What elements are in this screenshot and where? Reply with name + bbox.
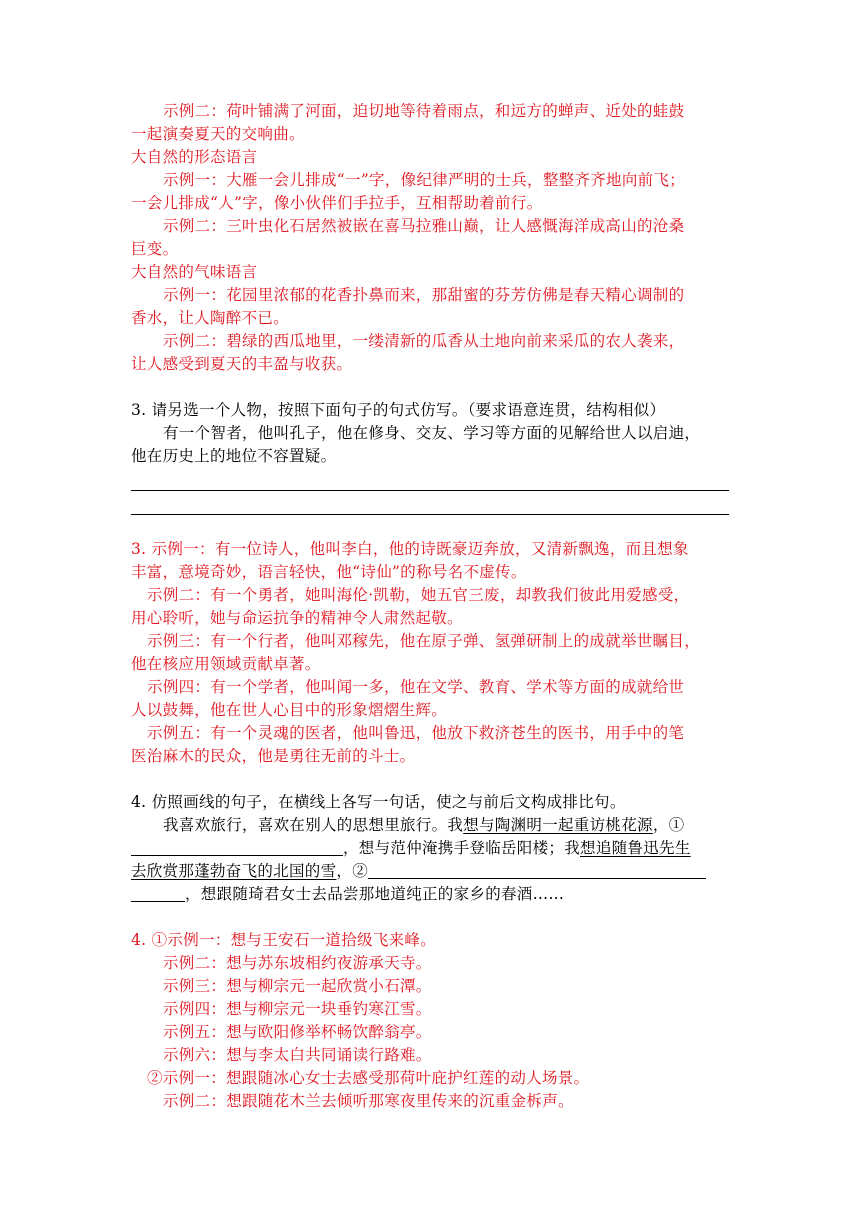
smell-heading: 大自然的气味语言	[131, 263, 258, 281]
question-4-text-a: 我喜欢旅行，喜欢在别人的思想里旅行。我	[163, 816, 464, 834]
question-4-line-2	[131, 837, 731, 860]
answer-4-part1-example-1: 4. ①示例一：想与王安石一道拾级飞来峰。	[131, 931, 437, 949]
answer-3-example-1-cont: 丰富，意境奇妙，语言轻快，他“诗仙”的称号名不虚传。	[131, 563, 527, 581]
question-3: 3. 请另选一个人物，按照下面句子的句式仿写。（要求语意连贯，结构相似）	[131, 401, 666, 419]
answer-4-part2-example-2: 示例二：想跟随花木兰去倾听那寒夜里传来的沉重金柝声。	[163, 1092, 574, 1110]
blank-2-cont[interactable]	[131, 885, 185, 902]
smell-example-1-cont: 香水，让人陶醉不已。	[131, 309, 290, 327]
blank-1[interactable]	[131, 839, 343, 856]
smell-example-1: 示例一：花园里浓郁的花香扑鼻而来，那甜蜜的芬芳仿佛是春天精心调制的	[163, 286, 685, 304]
question-4-text-c: ，想与范仲淹携手登临岳阳楼；我	[343, 839, 581, 857]
answer-4-part1-example-5: 示例五：想与欧阳修举杯畅饮醉翁亭。	[163, 1023, 432, 1041]
answer-3-example-1: 3. 示例一：有一位诗人，他叫李白，他的诗既豪迈奔放，又清新飘逸，而且想象	[131, 540, 689, 558]
underlined-sentence-1: 想与陶渊明一起重访桃花源	[463, 816, 653, 834]
answer-4-part1-example-2: 示例二：想与苏东坡相约夜游承天寺。	[163, 954, 432, 972]
question-3-prompt: 有一个智者，他叫孔子，他在修身、交友、学习等方面的见解给世人以启迪，	[163, 424, 701, 442]
document-page	[131, 100, 731, 1113]
answer-4-part1-example-4: 示例四：想与柳宗元一块垂钓寒江雪。	[163, 1000, 432, 1018]
answer-4-part1-example-3: 示例三：想与柳宗元一起欣赏小石潭。	[163, 977, 432, 995]
answer-3-example-3: 示例三：有一个行者，他叫邓稼先，他在原子弹、氢弹研制上的成就举世瞩目，	[147, 632, 701, 650]
answer-3-example-3-cont: 他在核应用领域贡献卓著。	[131, 655, 321, 673]
answer-line-2	[131, 491, 729, 515]
sound-example-2-cont: 一起演奏夏天的交响曲。	[131, 125, 305, 143]
form-example-1-cont: 一会儿排成“人”字，像小伙伴们手拉手，互相帮助着前行。	[131, 194, 543, 212]
question-3-prompt-cont: 他在历史上的地位不容置疑。	[131, 447, 337, 465]
form-example-2: 示例二：三叶虫化石居然被嵌在喜马拉雅山巅，让人感慨海洋成高山的沧桑	[163, 217, 685, 235]
form-heading: 大自然的形态语言	[131, 148, 258, 166]
answer-4-part2-example-1: ②示例一：想跟随冰心女士去感受那荷叶庇护红莲的动人场景。	[147, 1069, 590, 1087]
form-example-2-cont: 巨变。	[131, 240, 179, 258]
question-4-line-3	[131, 860, 731, 883]
question-4-text-d: ，②	[336, 862, 369, 880]
sound-example-2: 示例二：荷叶铺满了河面，迫切地等待着雨点，和远方的蝉声、近处的蛙鼓	[163, 102, 685, 120]
underlined-sentence-2-cont: 去欣赏那蓬勃奋飞的北国的雪	[131, 862, 337, 880]
question-4-text-b: ，①	[652, 816, 685, 834]
question-4-line-1	[131, 814, 731, 837]
question-4-text-e: ，想跟随琦君女士去品尝那地道纯正的家乡的春酒……	[185, 885, 565, 903]
answer-4-part1-example-6: 示例六：想与李太白共同诵读行路难。	[163, 1046, 432, 1064]
blank-2[interactable]	[368, 862, 706, 879]
answer-3-example-2-cont: 用心聆听，她与命运抗争的精神令人肃然起敬。	[131, 609, 463, 627]
answer-line-1	[131, 468, 729, 491]
answer-3-example-4-cont: 人以鼓舞，他在世人心目中的形象熠熠生辉。	[131, 701, 448, 719]
smell-example-2: 示例二：碧绿的西瓜地里，一缕清新的瓜香从土地向前来采瓜的农人袭来，	[163, 332, 685, 350]
form-example-1: 示例一：大雁一会儿排成“一”字，像纪律严明的士兵，整整齐齐地向前飞；	[163, 171, 686, 189]
answer-3-example-4: 示例四：有一个学者，他叫闻一多，他在文学、教育、学术等方面的成就给世	[147, 678, 685, 696]
answer-3-example-2: 示例二：有一个勇者，她叫海伦·凯勒，她五官三废，却教我们彼此用爱感受，	[147, 586, 690, 604]
question-4-line-4	[131, 883, 731, 906]
question-4: 4. 仿照画线的句子，在横线上各写一句话，使之与前后文构成排比句。	[131, 793, 626, 811]
answer-3-example-5-cont: 医治麻木的民众，他是勇往无前的斗士。	[131, 747, 416, 765]
underlined-sentence-2: 想追随鲁迅先生	[580, 839, 691, 857]
answer-3-example-5: 示例五：有一个灵魂的医者，他叫鲁迅，他放下救济苍生的医书，用手中的笔	[147, 724, 685, 742]
smell-example-2-cont: 让人感受到夏天的丰盈与收获。	[131, 355, 353, 373]
